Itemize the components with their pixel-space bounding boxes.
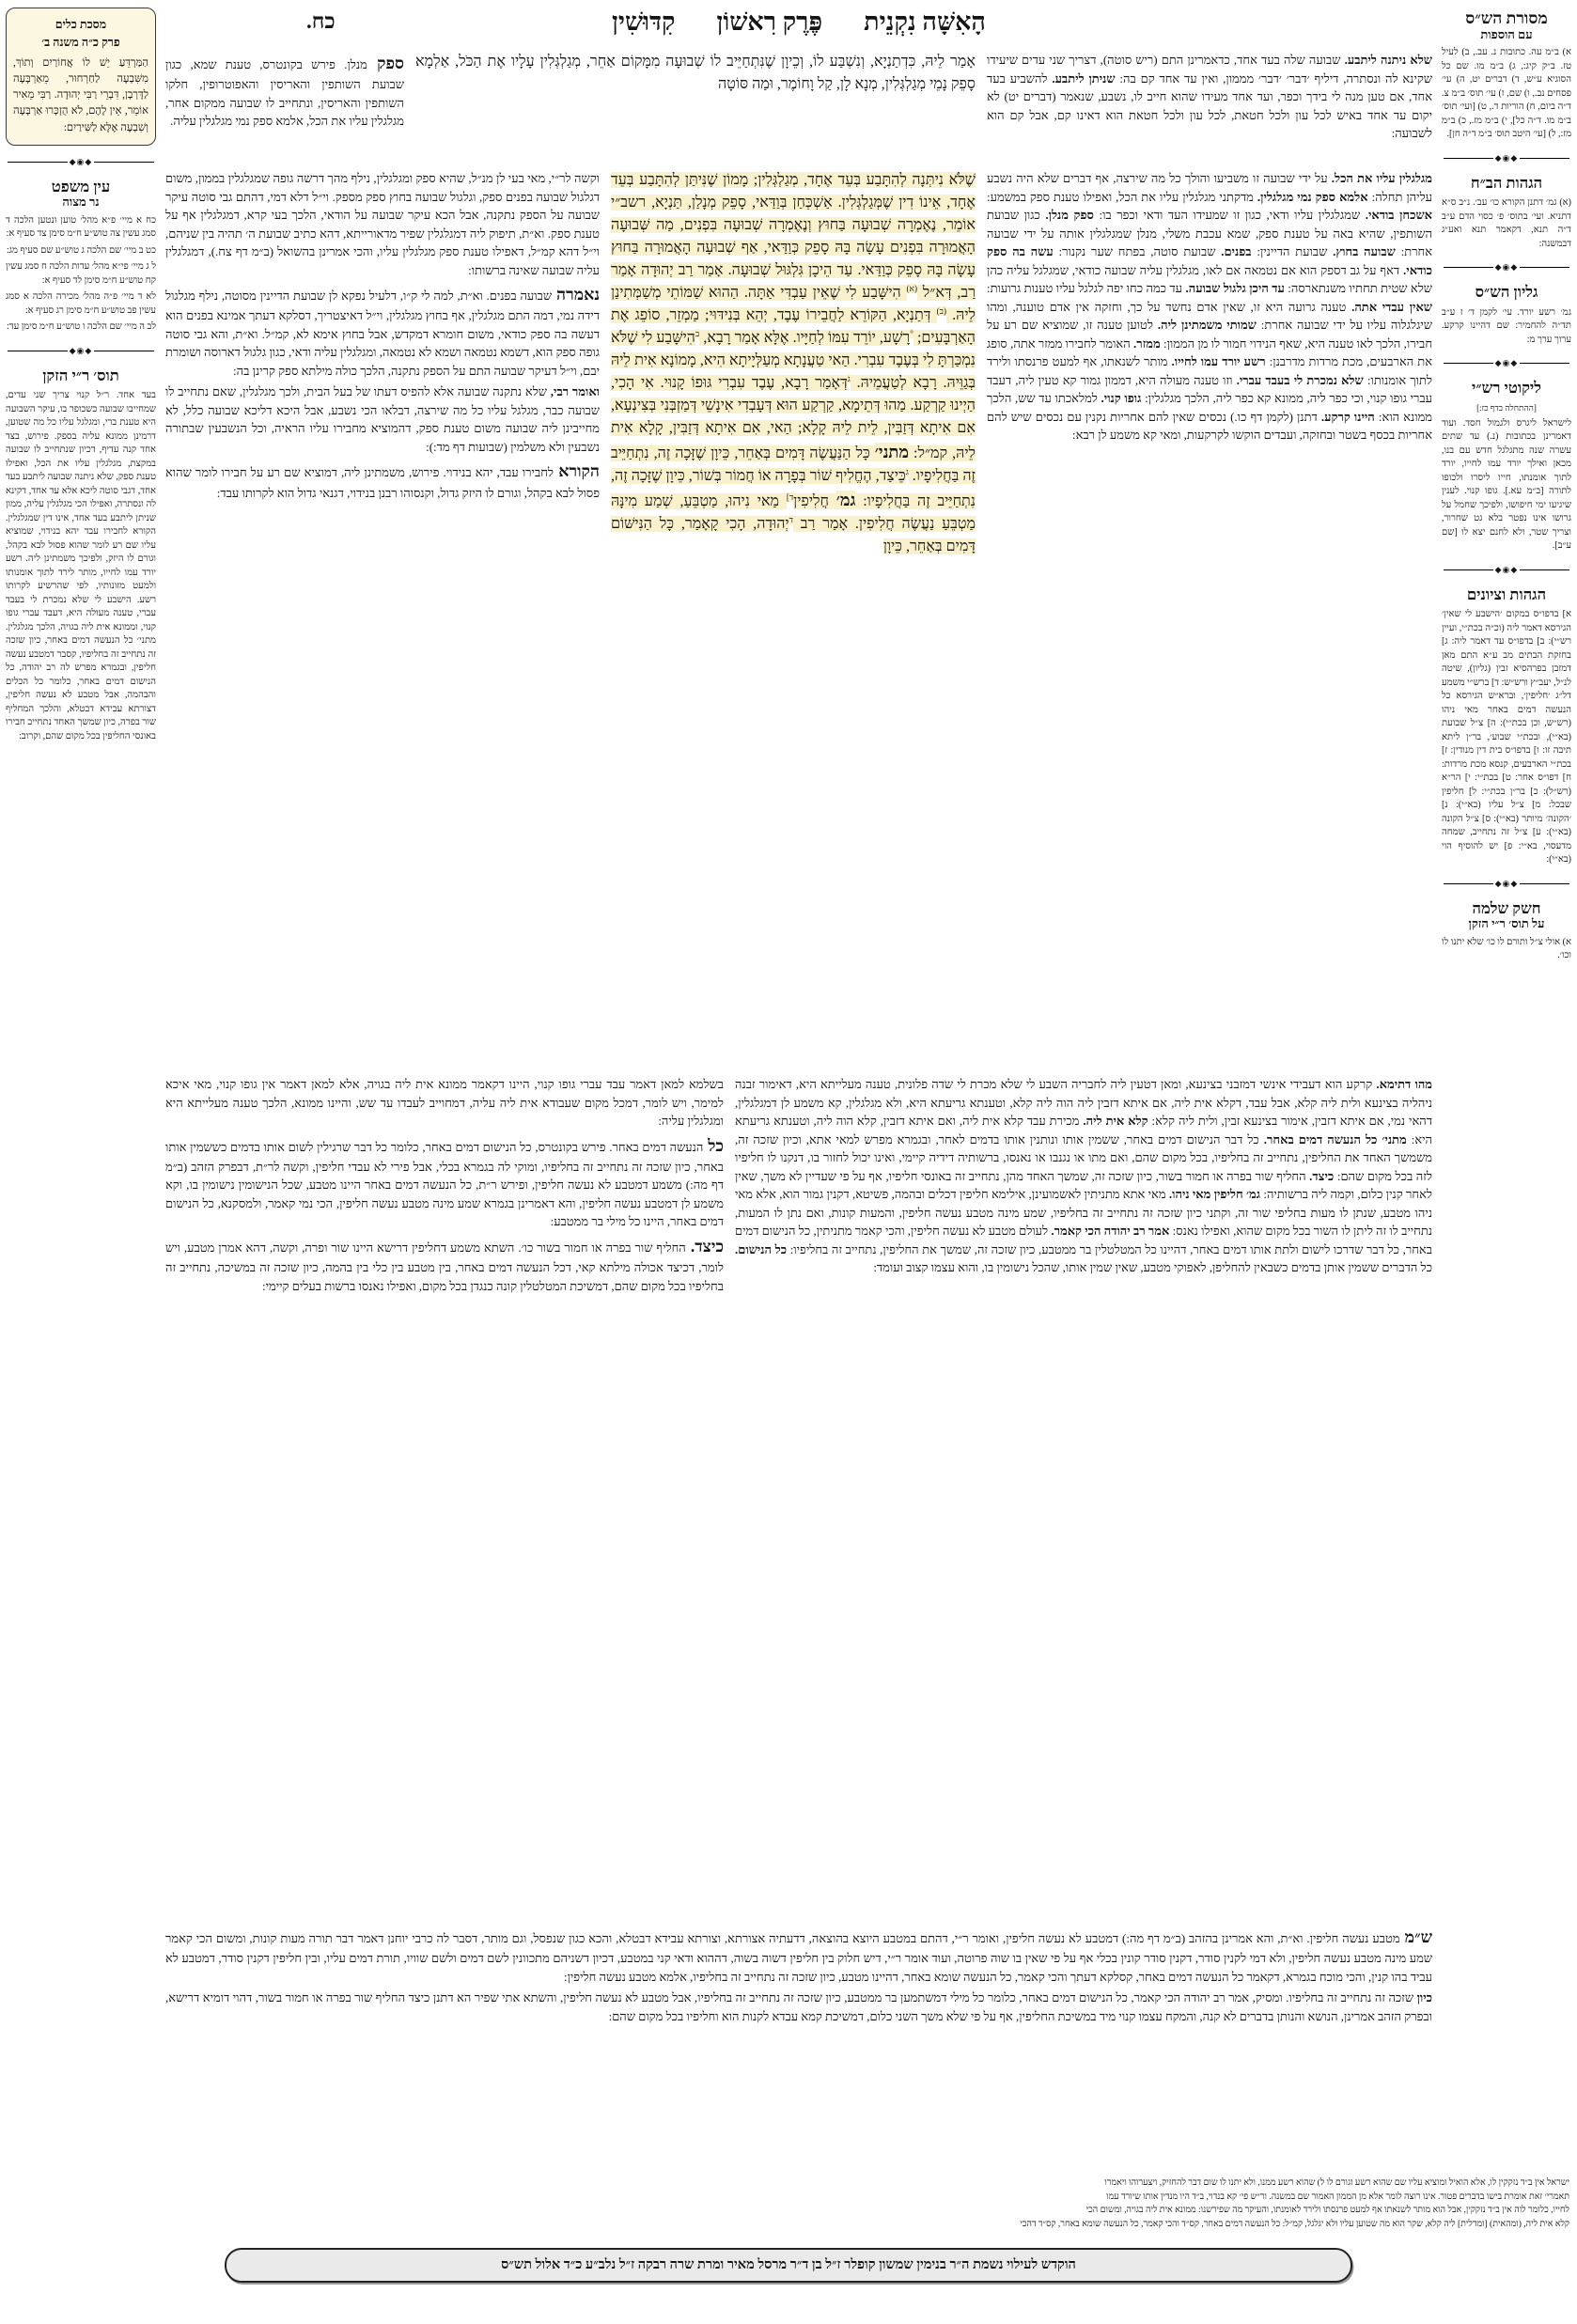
dibur-hamatchil: ממזר.: [1130, 335, 1161, 351]
commentary-paragraph: גופו קנוי. למלאכתו עד שש, הלכך ממונא הוא:: [987, 391, 1432, 424]
commentary-paragraph: נאמרה שבועה בפנים. וא״ת, למה לי ק״ו, דלעיל נפקא לן שבועת הדיינין מסוטה, נילף מגלגול דידה נמי, דמה התם מגלגלין, אף בחוץ מגלגלין, וי״ל דאיצטריך, דסלקא דעתך אמינא בפנים הוא דעשה בה ספק כודאי, משום חומרא דמקדש, אבל בחוץ אימא לא, קמ״ל. וא״ת, והא גבי סוטה גופה ספק הוא, דשמא נטמאה ושמא לא נטמאה, ומגלגלין עליה ודאי, כגון גלגול דארוסה ושומרת יבם, וי״ל דעיקר שבועה התם על הספק נתקנה, הלכך כולה מילתא ספק קרינן בה:: [165, 285, 600, 378]
hagahot-habach-text: (א) גמ׳ דתנן הקורא כו׳ עב׳. נ״ב ס״א דתניא. ועי׳ בתוס׳ פ׳ כסוי הדם ע״ב ד״ה תנא, דקאמר תנא ואע״ג דבמשנה:: [1442, 197, 1571, 249]
cheshek-shlomo-section: [1442, 900, 1571, 963]
commentary-paragraph: אמר רב יהודה הכי קאמר. לעולם מטבע לא נעשה חליפין, והכי קאמר מתניתין, כל הנישום דמים באחר, כל דבר שדרכו לישום ולתת אותו דמים באחר, דהיינו כל המטלטלין בר ממטבע, כיון שזכה זה, שמשך את החליפין, נתחייב זה בחליפיו:: [735, 1224, 1432, 1256]
commentary-paragraph: שלא נמכרת לי בעבד עברי. וזו טענה מעולה היא, דממון גמור קא טעין ליה, דעבד עברי גופו קנוי, וכי כפר ליה, ממונא קא כפר ליה, הלכך מגלגלין:: [987, 372, 1432, 405]
cheshek-shlomo-title-line1: חשק שלמה: [1472, 898, 1541, 917]
gemara-segment: כָּל הַנַּעֲשֶׂה דָּמִים בְּאַחֵר, כֵּיוָן שֶׁזָּכָה זֶה, נִתְחַיֵּיב זֶה בַּחֲלִיפָיו.: [611, 445, 976, 484]
text-line: תאמרי׳ זאת אומרת בישו בדברים פטור. אינו רוצה לומר אלא מן הממון האמור שם במשנה. ור״ש פי׳ קא בנדוי, ב״ד היו מנדין אותו שיורד עמו: [1106, 2191, 1569, 2202]
cheshek-shlomo-title: [1442, 900, 1571, 931]
commentary-paragraph: ספק מנלן. כגון שבועת השותפין, שהיא באה על טענת ספק, שמא עכבת משלי, מנלן שמגלגלין אותה על ידי שבועה אחרת:: [987, 208, 1432, 258]
dibur-hamatchil: אמר רב יהודה הכי קאמר.: [1048, 1224, 1170, 1238]
commentary-paragraph: ש״מ מטבע נעשה חליפין. וא״ת, והא אמרינן בהזהב (ב״מ דף מה:) דמטבע לא נעשה חליפין, ואומר ר״י, דהתם במטבע היוצא בהוצאה, דדעתיה אצורתא, וצורתא עבידא דבטלא, והכא כגון שנפסל, וגם מותר, דסבר לה כרבי יוחנן דאמר דבר תורה מעות קונות, ומשום הכי קאמר שמע מינה מטבע נעשה חליפין, ולא דמי לקנין סודר, דקנין סודר קונין בכלי אף על פי שאין בו שוה פרוטה, ועוד אומר ר״י, דיש חלוק בין חליפין דשוה בשוה, דההוא ודאי קני במטבע, דכיון דשניהם מתכוונין לשם דמים ולשם שוויו, תורת דמים עליו, ובין חליפין דקנין סודר, דמטבע לא עביד בהו קנין, והכי מוכח בגמרא, דקאמר כל הנעשה דמים באחר, קסלקא דעתך והכי קאמר, כל הנעשה שומא באחר, דהיינו מטבע, כיון שזכה זה נתחייב זה בחליפיו, אלמא מטבע נעשה חליפין:: [165, 1927, 1432, 1984]
dibur-hamatchil: שמותי משמתינן ליה.: [1153, 318, 1257, 332]
tosafot-bottom-wide: [165, 1925, 1432, 2171]
commentary-paragraph: כיצד. החליף שור בפרה או חמור בשור, כיון שזכה זה, שמשך האחד מהן, נתחייב זה באונסי חליפיו, אף על פי שעדיין לא משך, שאין לאחר קנין כלום, וקמה ליה ברשותיה:: [735, 1168, 1432, 1201]
dibur-hamatchil: קלא אית ליה.: [1079, 1114, 1148, 1128]
middle-band: [165, 169, 1432, 1069]
mishnah-box-text: הַמַּרְדֵּעַ יֵשׁ לוֹ אֲחוֹרַיִם וְתוֹךְ, מִשִּׁבְעָה לַחַרְחוּר, מֵאַרְבָּעָה לַדָּרְבָן, דִּבְרֵי רַבִּי יְהוּדָה. רַבִּי מֵאִיר אוֹמֵר, אֵין לָהֶם, לֹא הֻזְכְּרוּ אַרְבָּעָה וְשִׁבְעָה אֶלָּא לַשִּׁירַיִם:: [13, 56, 148, 133]
mesorat-hashas-section: [1442, 9, 1571, 142]
ein-mishpat-section: [6, 179, 156, 335]
ornament-icon: ◆◉◆: [1494, 878, 1519, 888]
commentary-paragraph: אשכחן בודאי. שמגלגלין עליו ודאי, כגון זו שמעידו העד ודאי וכפר בו:: [1099, 208, 1432, 222]
dibur-hamatchil: כיצד.: [1305, 1168, 1335, 1183]
divider-ornament: [1444, 357, 1569, 369]
page-body: [6, 8, 1571, 2171]
dibur-hamatchil: גופו קנוי.: [1097, 391, 1142, 405]
commentary-paragraph: שמותי משמתינן ליה. לטוען טענה זו, שמוציא שם רע על חבירו, הלכך לאו טענה היא, שאף הנידוי חמור לו מן הממון:: [987, 318, 1432, 351]
dibur-hamatchil: רשע יורד עמו לחייו.: [1167, 354, 1266, 368]
gilyon-hashas-title: [1442, 284, 1571, 301]
commentary-paragraph: היינו קרקע. דתנן (לקמן דף כו.) נכסים שאין להם אחריות נקנין עם נכסים שיש להם אחריות בכסף בשטר ובחזקה, ועבדים הוקשו לקרקעות, ומאי קא משמע לן רבא:: [987, 409, 1432, 442]
commentary-paragraph: הקורא לחבירו עבד, יהא בנידוי. פירוש, משמתינן ליה, דמוציא שם רע על חבירו לומר שהוא פסול לבא בקהל, וגורם לו היזק גדול, וקנסוהו רבנן בנידוי, דגנאי גדול הוא לקרותו עבד:: [165, 461, 600, 500]
rashi-column: [987, 169, 1432, 1069]
ornament-icon: ◆◉◆: [69, 156, 93, 166]
commentary-paragraph: מהו דתימא. קרקע הוא דעבידי אינשי דמזבני בצינעא, ומאן דטעין ליה לחבריה השבע לי שלא מכרת לי שדה פלונית, טענה מעלייתא היא, דאימור זבנה ניהליה בצינעא ולית ליה קלא, אבל עבד, דקלא אית ליה, אם איתא דזבין ליה הוה ליה קלא, וטענתא גריעתא היא, ולא מגלגלין, קא משמע לן דמגלגלין, דהאי נמי, אם איתא דזבין, אימור בצינעא זבין, ולית ליה קלא:: [735, 1077, 1432, 1128]
ein-mishpat-title: [6, 179, 156, 210]
dibur-hamatchil: ספק: [367, 54, 404, 72]
likutei-rashi-text: לישראל ליגרס ולגמול חסד. ועוד דאמרינן בכתובות (נ.) עד שתים עשרה שנה מתגלגל חדש עם בנו, מכאן ואילך יורד עמו לחייו, יורד לתוך אומנתו, חייו ליסרו ולכופו לתורה [ב״מ עא.]. גופו קנוי. לענין שיגיעו ימי חיפושו, ולפיכך שחמל על גרושו אינו נפטר בלא גט שחרור, וצריך שטר, ולא לחנם יצא לו [שם ע״ב].: [1442, 417, 1571, 552]
text-line: לחייו, כלומר לוה אין ב״ד נזקקין, אבל הוא מותר לשנאתו אף למעט פרנסתו ולירד לאומנתו, והעיקר מה שפירשנו: ממונא אית ליה בגויה, ומשום הכי: [1085, 2206, 1569, 2216]
commentary-paragraph: מגלגלין עליו את הכל. על ידי שבועה זו משביעו והולך כל מה שירצה, אף דברים שלא היה נשבע עליהן תחלה:: [987, 171, 1432, 204]
dibur-hamatchil: נאמרה: [552, 285, 600, 304]
commentary-paragraph: וקשה לר״י, מאי בעי לן מנ״ל, שהיא ספק ומגלגלין, נילף מהך דרשה גופה שמגלגלין בממון, משום דגלגול שבועה בפנים ספק, וגלגול שבועה בחוץ ספק מספק. וי״ל דלא דמי, דהתם גבי סוטה עיקר שבועה על הספק נתקנה, אבל הכא עיקר שבועה על הודאי, הלכך בעי קרא, דמגלגלין אף על טענת ספק. וא״ת, תיפוק ליה דמגלגלין שפיר מדאורייתא, דהא כתיב שבועת ה׳ תהיה בין שניהם, וי״ל דהא קמ״ל, דאפילו טענת ספק מגלגלין עליו, והכי אמרינן בהשואל (ב״מ דף צח.), דמגלגלין עליה שבועה שאינה ברשותו:: [165, 171, 600, 277]
commentary-paragraph: ממזר. האומר לחבירו ממזר אתה, סופג את הארבעים, מכת מרדות מדרבנן:: [987, 335, 1432, 368]
daf-number: כח.: [306, 9, 336, 33]
hagahot-vetziyunim-text: א] בדפו״ס במקום ׳הישבע לי שאין׳ הגירסא דאמר ליה (וכ״ה בכת״י, ועיין רש״י): ב] בדפו״ס עד דאמר ליה: ג] בחזקת הבתים מב ע״א התם מאן דמזבן בפרהסיא זבין (גליון), שיטה לנ״ל, יעב״ץ ורש״ש: ד] ברש״י משמע דל״ג ׳חליפין׳, וברא״ש הגירסא כל הנעשה דמים באחר מאי ניהו (רש״ש, וכן בכת״י): ה] צ״ל שבועת (בא״י), ובכת״י שבוע׳, בר״ן ליתא תיבה זו: ו] בדפו״ס בית דין מנודין: ז] בכת״י הארבעים, קנסא מכת מרדות: ח] דפו״ס אחר: ט] בכת״י: י] הר״א (רש״ל): כ] בר״ן בכת״י: ל] חליפין שבכל: מ] צ״ל עליו (בא״י): נ] ׳הקונה׳ מיותר (בא״י): ס] צ״ל הקונה (בא״י): ע] צ״ל זה נתחייב, שמחה מדעסוי, בא״י: פ] יש להוסיף הוי (בא״י):: [1442, 609, 1571, 866]
tosafot-ri-hazaken-title: [6, 367, 156, 384]
tosafot-column-top: [165, 51, 404, 164]
dibur-hamatchil: שבועה בחוץ.: [1327, 244, 1396, 258]
mesorat-hashas-title: [1442, 9, 1571, 41]
bottom-wide-band: [165, 1925, 1432, 2171]
hagahot-vetziyunim-section: [1442, 586, 1571, 867]
dibur-hamatchil: ספק מנלן.: [1039, 208, 1094, 222]
commentary-paragraph: עד היכן גלגול שבועה. עד כמה כחו יפה לגלגל עליו טענות גרועות:: [987, 281, 1285, 295]
perek-number: פֶּרֶק רִאשׁוֹן: [716, 8, 823, 36]
ornament-icon: ◆◉◆: [69, 345, 93, 355]
divider-ornament: [1444, 261, 1569, 273]
gemara-bold-word: גמ׳: [835, 491, 856, 509]
dibur-hamatchil: כל: [703, 1135, 724, 1155]
gilyon-hashas-title-text: גליון הש״ס: [1475, 283, 1538, 302]
gemara-segment: יְהוּדָה, הָכִי קָאָמַר, כָּל הַנִּישּׁוֹם דָּמִים בְּאַחֵר, כֵּיוָן: [611, 516, 976, 554]
dibur-hamatchil: מגלגלין עליו את הכל.: [1327, 171, 1432, 185]
text-line: כט ב מיי׳ שם הלכה ג טוש״ע שם סעיף מג:: [6, 244, 156, 256]
dibur-hamatchil: מתני׳ כל הנעשה דמים באחר.: [1258, 1131, 1407, 1146]
reference-mark: ב: [695, 328, 700, 338]
outer-margin-left: [6, 8, 156, 2171]
masechet-name: קִדּוּשִׁין: [612, 8, 676, 36]
gemara-segment: אָמַר לֵיהּ, כִּדְתַנְיָא, וְנִשְׁבַּע לוֹ, וְכֵיוָן שֶׁנִּתְחַיֵּיב לוֹ שְׁבוּעָה מִמָּקוֹם אַחֵר, מְגַלְגְּלִין עָלָיו אֶת הַכֹּל, אַלְמָא סָפֵק נָמֵי מְגַלְגְּלִין, מְנָא לָן, קַל וָחוֹמֶר, וּמַה סּוֹטָה: [415, 54, 976, 92]
commentary-paragraph: כיון שזכה זה נתחייב זה בחליפיו. ומסיק, אמר רב יהודה הכי קאמר, כל הנישום דמים באחר, כלומר כל מילי דמשתמען בר ממטבע, כיון שזכה זה נתחייב זה בחליפיו, אבל מטבע לא נעשה חליפין, והשתא אתי שפיר הא דתנן כיצד החליף שור בפרה או חמור בשור, דהוי דומיא דרישא, ובפרק הזהב אמרינן, הנושא והנותן בדברים לא קנה, והמקח עצמו קנוי מיד במשיכת החליפין, אף על פי שלא משך השני כלום, דמשיכת קמא עבדא לקנות הוא וחליפיו בכל מקום שהם:: [165, 1990, 1432, 2023]
reference-mark: (א): [906, 283, 917, 293]
dibur-hamatchil: אלמא ספק נמי מגלגלין.: [1253, 189, 1368, 204]
hagahot-habach-title-text: הגהות הב״ח: [1470, 173, 1543, 192]
outer-margin-right: [1442, 8, 1571, 2171]
divider-ornament: [8, 345, 154, 357]
gemara-segment: מַאי נִיהוּ, מַטְבֵּעַ, שְׁמַע מִינָּהּ מַטְבֵּעַ נַעֲשֶׂה חֲלִיפִין. אָמַר רַב: [611, 493, 976, 532]
commentary-paragraph: כיצד. החליף שור בפרה או חמור בשור כו׳. השתא משמע דחליפין דרישא היינו שור ופרה, וקשה, דהא אמרן מטבע, ויש לומר, דכיצד אכולה מילתא קאי, דכל הנעשה דמים באחר, בין מטבע בין כלי בין בהמה, כיון שזכה זה במשיכה, נתחייב זה בחליפיו בכל מקום שהם, דמשיכת המטלטלין קונה כנגדן בכל מקום, ואפילו נאנסו ברשות בעלים קיימי:: [165, 1236, 724, 1293]
likutei-rashi-title-text: ליקוטי רש״י: [1472, 379, 1541, 398]
dibur-hamatchil: מהו דתימא.: [1372, 1077, 1432, 1091]
likutei-rashi-subtitle: [ההתחלה בדף כז:]: [1476, 402, 1537, 413]
hagahot-vetziyunim-title-text: הגהות וציונים: [1466, 585, 1547, 603]
reference-mark: (ב): [936, 305, 946, 316]
bottom-notes: [6, 2171, 1571, 2244]
reference-mark: ג: [847, 373, 851, 383]
cheshek-shlomo-text: א) אולי צ״ל ותורם לו כו׳ שלא יתנו לו וכו׳.: [1442, 936, 1571, 961]
gemara-segment: חֲלִיפִין: [793, 493, 836, 509]
commentary-paragraph: רשע יורד עמו לחייו. מותר לשנאתו, אף למעט פרנסתו ולירד לתוך אומנותו:: [987, 354, 1432, 387]
tosafot-ri-hazaken-title-text: תוס׳ ר״י הזקן: [42, 366, 119, 384]
cheshek-shlomo-title-line2: על תוס׳ ר״י הזקן: [1468, 916, 1545, 931]
mishnah-reference-box: [6, 8, 156, 146]
lower-band: [165, 1075, 1432, 1919]
rashi-column-lower: [735, 1075, 1432, 1919]
dibur-hamatchil: גמ׳ חליפין מאי ניהו.: [1165, 1187, 1260, 1201]
ornament-icon: ◆◉◆: [1494, 564, 1519, 574]
mesorat-title-line1: מסורת הש״ס: [1465, 8, 1548, 27]
dibur-hamatchil: כיצד.: [685, 1236, 724, 1256]
divider-ornament: [1444, 152, 1569, 164]
dibur-hamatchil: ש״מ: [1399, 1927, 1432, 1946]
commentary-paragraph: ספק מנלן. פירש בקונטרס, טענת שמא, כגון שבועת השותפין והאריסין והאפוטרופין, חלקו השותפין והאריסין, ונתחייב לו שבועה ממקום אחר, מגלגלין עליו את הכל, אלמא ספק נמי מגלגלין עליה.: [165, 54, 404, 129]
tosafot-ri-hazaken-section: [6, 367, 156, 743]
commentary-paragraph: כל הנישום. כל הדברים ששמין אותן בדמים כשבאין להחליפן, לאפוקי מטבע, שאין שמין אותו, שהכל נישומין בו, והוא עצמו קצוב ועומד:: [735, 1241, 1432, 1274]
mesorat-hashas-text: א) ב״מ עה. כתובות נ. עב., ב) לעיל טז. ב״ק קיג:, ג) ב״מ מו. שם כל הסוגיא ע״ש, ד) דברים יט, ה) עי׳ פסחים נב., ו) שם, ז) עי׳ תוס׳ ב״מ צ. ד״ה ביום, ח) הוריות ד., ט) [ועי׳ תוס׳ ב״מ מו. ד״ה כל], י) ב״מ מז., כ) ב״מ מז:, ל) [עי׳ היטב תוס׳ ב״מ ד״ה חן].: [1442, 47, 1571, 140]
ornament-icon: ◆◉◆: [1494, 152, 1519, 163]
dibur-hamatchil: עשה בה ספק כודאי.: [987, 244, 1432, 277]
gemara-segment: הִישָּׁבַע לִי שֶׁלֹּא נִמְכַּרְתָּ לִי בְּעֶבֶד עִבְרִי. הַאי טַעֲנָתָא מְעַלְּיָיתָא הִיא, מָמוֹנָא אִית לֵיהּ בְּגַוֵּיהּ. רָבָא לְטַעֲמֵיהּ.: [611, 330, 976, 391]
commentary-paragraph: כל הנעשה דמים באחר. פירש בקונטרס, כל הנישום דמים באחר, כלומר כל דבר שרגילין לשום אותו בדמים כששמין אותו באחר, כיון שזכה זה נתחייב זה בחליפיו, ומוקי לה בגמרא בכלי, אבל פירי לא עבדי חליפין, וקשה לר״ת, דבפרק הזהב (ב״מ דף מה:) משמע דמטבע לא נעשה חליפין, ופירש ר״ת, כל הנעשה דמים באחר היינו מטבע, שכל הנישומין נישומין בו, וקא משמע לן דמטבע נעשה חליפין, והא דאמרינן בגמרא שמע מינה מטבע נעשה חליפין, הכי נמי קאמר, ולמסקנא, כל הנישום דמים באחר, היינו כל מילי בר ממטבע:: [165, 1135, 724, 1229]
top-band: [165, 51, 1432, 164]
gemara-segment: רָשָׁע, יוֹרֵד עִמּוֹ לְחַיָּיו. אֶלָּא אָמַר רָבָא,: [699, 330, 911, 346]
text-line: לא ד מיי׳ פ״ה מהל׳ מכירה הלכה א סמג עשין פב טוש״ע ח״מ סימן רג סעיף א:: [6, 291, 156, 316]
dibur-hamatchil: שניתן ליתבע.: [1047, 70, 1116, 86]
gilyon-hashas-text: גמ׳ רשע יורד. עי׳ לקמן ד׳ ז ע״ב תד״ה להחמיר: שם דהיינו קרקע. ערוך ערך מ:: [1442, 306, 1571, 345]
gemara-segment: כֵּיצַד, הֶחֱלִיף שׁוֹר בְּפָרָה אוֹ חֲמוֹר בְּשׁוֹר, כֵּיוָן שֶׁזָּכָה זֶה, נִתְחַיֵּיב זֶה בַּחֲלִיפָיו:: [611, 468, 976, 509]
dibur-hamatchil: הקורא: [554, 461, 600, 481]
commentary-paragraph: מתני׳ כל הנעשה דמים באחר. כל דבר הנישום דמים באחר, ששמין אותו ונותנין אותו בדמים לאחר, ובגמרא מפרש למאי אתא, וכיון שזכה זה, משמשך האחד את החליפין, נתחייב זה בחליפיו, בכל מקום שהם, ואם מתו או נגנבו או נאנסו, ברשותיה דידיה קיימי, ואינו יכול לחזור בו, דנקנו לו חליפיו לזה בכל מקום שהם:: [735, 1131, 1432, 1183]
dibur-hamatchil: אשכחן בודאי.: [1360, 208, 1432, 222]
mesorat-title-line2: עם הוספות: [1480, 26, 1533, 41]
text-line: ישראל אין ב״ד נזקקין לו, אלא הואיל ומוציא עליו שם שהוא רשע וגורם לו ל) שהוא רשע ממנו, ולא יתנו לו שום דבר להחזיק, ויצערוהו ויאמרו: [1104, 2178, 1569, 2188]
rashi-column-top: [987, 51, 1432, 164]
gemara-segment: דְּתַנְיָא, הַקּוֹרֵא לַחֲבֵירוֹ עֶבֶד, יְהֵא בְּנִידּוּי; מַמְזֵר, סוֹפֵג אֶת הָאַרְבָּעִים;: [611, 307, 976, 346]
text-line: ל ג מיי׳ פי״א מהל׳ עדות הלכה ח סמג עשין קח טוש״ע ח״מ סימן לד סעיף א:: [6, 261, 156, 286]
reference-mark: ד: [788, 514, 793, 524]
commentary-paragraph: שאין עבדי אתה. טענה גרועה היא זו, שאין אדם נחשד על כך, וחזקה אין אדם טוענה, ומהו שיגלגלוה עליו על ידי שבועה אחרת:: [987, 299, 1432, 332]
dibur-hamatchil: עד היכן גלגול שבועה.: [1182, 281, 1285, 295]
hagahot-habach-title: [1442, 175, 1571, 192]
dedication-row: [6, 2244, 1571, 2283]
dibur-hamatchil: ואומר רבי,: [547, 384, 600, 399]
commentary-paragraph: בפנים. שבועת סוטה, בפתח שער נקנור:: [1058, 244, 1252, 258]
gemara-segment: הִישָּׁבַע לִי שֶׁאֵין עַבְדִּי אַתָּה. הַהוּא שַׁמּוֹתֵי מְשַׁמְּתִינַן לֵיהּ.: [611, 285, 976, 323]
mishnah-box-title-line1: מסכת כלים: [55, 18, 107, 31]
reference-mark: ד]: [786, 491, 794, 502]
perek-name: הָאִשָּׁה נִקְנֵית: [864, 8, 986, 36]
gemara-column-top: [415, 51, 976, 164]
gilyon-hashas-section: [1442, 284, 1571, 347]
dibur-hamatchil: בפנים.: [1215, 244, 1252, 258]
divider-ornament: [1444, 878, 1569, 890]
commentary-paragraph: גמ׳ חליפין מאי ניהו. מאי אתא מתניתין לאשמועינן, אילימא חליפין דכלים ובהמה, פשיטא, דקנין גמור הוא, אלא מאי ניהו מטבע, שנתן לו מעות בחליפי שור זה, וקתני כיון שזכה זה נתחייב זה בחליפיו, שמע מינה מטבע נעשה חליפין, והמעות קונות, ואם נתן לו המעות, נתחייב לו זה ליתן לו השור בכל מקום שהוא, ואפילו נאנס:: [735, 1187, 1432, 1238]
reference-mark: °: [910, 328, 913, 338]
ein-mishpat-entries: [6, 214, 156, 335]
commentary-paragraph: אלמא ספק נמי מגלגלין. מדקתני מגלגלין עליו את הכל, ואפילו טענת ספק במשמע:: [987, 189, 1368, 204]
dibur-hamatchil: היינו קרקע.: [1317, 409, 1375, 424]
gemara-column-highlighted: [611, 169, 976, 1069]
dibur-hamatchil: כל הנישום.: [735, 1241, 788, 1256]
ornament-icon: ◆◉◆: [1494, 358, 1519, 368]
mishnah-box-title-line2: פרק כ״ה משנה ב׳: [41, 35, 120, 49]
commentary-paragraph: קלא אית ליה. מכירת עבד קלא אית ליה, ואם איתא דזבין, קלא הוה ליה, וטענתא גריעתא היא:: [735, 1114, 1432, 1146]
ein-mishpat-title-line1: עין משפט: [51, 177, 111, 195]
tosafot-column: [165, 169, 600, 1069]
daf-center-area: [165, 8, 1432, 2171]
tosafot-column-lower: [165, 1075, 724, 1919]
commentary-paragraph: שבועה בחוץ. שבועת הדיינין:: [1257, 244, 1396, 258]
gemara-segment: שֶׁלֹּא נִיתְּנָה לְהִתָּבַע בְּעֵד אֶחָד, מְגַלְגְּלִין; מָמוֹן שֶׁנִּיתַּן לְהִתָּבַע בְּעֵד אֶחָד, אֵינוֹ דִין שֶׁמְּגַלְגְּלִין. אַשְׁכְּחַן בְּוַדַּאי, סָפֵק מְנָלַן, תַּנְיָא, רשב״י אוֹמֵר, נֶאֶמְרָה שְׁבוּעָה בַּחוּץ וְנֶאֶמְרָה שְׁבוּעָה בִּפְנִים, מַה שְּׁבוּעָה הָאֲמוּרָה בִּפְנִים עָשָׂה בָּהּ סָפֵק כְּוַדַּאי, אַף שְׁבוּעָה הָאֲמוּרָה בַּחוּץ עָשָׂה בָּהּ סָפֵק כְּוַדַּאי. עַד הֵיכָן גִּלְגּוּל שְׁבוּעָה. אָמַר רַב יְהוּדָה אָמַר רַב, דְּא״ל: [611, 172, 976, 301]
commentary-paragraph: שלא ניתנה ליתבע. שבועה שלה בעד אחד, כדאמרינן התם (ריש סוטה), דצריך שני עדים שיעידו שקינא לה ונסתרה, דיליף ׳דבר׳ ׳דבר׳ מממון, ואין עד אחד קם בה:: [987, 53, 1432, 86]
commentary-paragraph: בשלמא למאן דאמר עבד עברי גופו קנוי, היינו דקאמר ממונא אית ליה בגויה, אלא למאן דאמר אין גופו קנוי, מאי איכא למימר, ויש לומר, דמכל מקום שעבודא אית ליה עליה, דמחוייב לעבדו עד שש, והיינו ממונא, הלכך טענה מעלייתא היא ומגלגלין עליה:: [165, 1077, 724, 1128]
dibur-hamatchil: שאין עבדי אתה.: [1346, 299, 1432, 314]
commentary-paragraph: ואומר רבי, שלא נתקנה שבועה אלא להפיס דעתו של בעל הבית, ולכך מגלגלין, שאם נתחייב לו שבועה כבר, מגלגל עליו כל מה שירצה, דבלאו הכי נשבע, אבל היכא דליכא שבועה כלל, לא מחייבינן ליה שבועה משום טענת ספק, דהמוציא מחבירו עליו הראיה, וכל הנשבעין שבתורה נשבעין ולא משלמין (שבועות דף מד:):: [165, 384, 600, 454]
hagahot-habach-section: [1442, 175, 1571, 251]
commentary-paragraph: שניתן ליתבע. להשביע בעד אחד, אם טען מנה לי בידך וכפר, ועד אחד מעידו שהוא חייב לו, נשבע, שנאמר (דברים יט) לא יקום עד אחד באיש לכל עון ולכל חטאת, לכל עון ולכל חטאת הוא דאינו קם, אבל קם הוא לשבועה:: [987, 70, 1432, 140]
dibur-hamatchil: שלא נמכרת לי בעבד עברי.: [1232, 372, 1364, 387]
hagahot-vetziyunim-title: [1442, 586, 1571, 603]
text-line: כח א מיי׳ פ״א מהל׳ טוען ונטען הלכה ד סמג עשין צה טוש״ע ח״מ סימן צד סעיף א:: [6, 214, 156, 240]
page-title: [165, 8, 1432, 37]
likutei-rashi-title: [1442, 380, 1571, 397]
likutei-rashi-section: [1442, 380, 1571, 554]
gemara-bold-word: מתני׳: [874, 443, 909, 461]
divider-ornament: [8, 156, 154, 168]
page-header: [165, 8, 1432, 45]
dedication-box: הוקדש לעילוי נשמת ה״ר בנימין שמשון קופלר ז״ל בן ד״ר מרסל מאיר ומרת שרה רבקה ז״ל נלב״ע כ״ד אלול תש״ס: [225, 2248, 1352, 2283]
text-line: קלא אית ליה, (ומהאית) [ומדלית] ליה קלא, שקר הוא מה שטוען עליו ולא יגלגל, קמ״ל: כל הנעשה דמים באחר, קס״ד והכי קאמר, כל הנעשה שומא באחר, קס״ד דהכי: [1020, 2220, 1569, 2230]
dibur-hamatchil: שלא ניתנה ליתבע.: [1340, 53, 1432, 67]
tosafot-ri-hazaken-text: בעד אחד. ר״ל קנוי צריך שני עדים, שמחייבו שבועה כשכופר בו, עיקר השבועה היא טענת ברי, ומגלגל עליו כל מה שטוען, דרמינן ממונא עליה בספק. פירוש, בצד אחד קנה עדיף, דכיון שנתחייב לו שבועה במקצת, מגלגלין עליו את הכל, ואפילו טענת ספק, שלא ניתנה שבועה ליתבע בעד אחד, דגבי סוטה ליכא אלא עד אחד, דקינא לה ונסתרה, ואפילו הכי מגלגלין עליה, ממון שניתן ליתבע בעד אחד, אינו דין שמגלגלין. הקורא לחבירו עבד יהא בנידוי, שמוציא עליו שם רע לומר שהוא פסול לבא בקהל, וגורם לו היזק, ולפיכך משמתינן ליה. רשע יורד עמו לחייו, מותר לירד לתוך אומנותו ולמעט מזונותיו, לפי שהרשיע לקרותו רשע. הישבע לי שלא נמכרת לי בעבד עברי, טענה מעולה היא, דעבד עברי גופו קנוי, וממונא אית ליה בגויה, הלכך מגלגלין. מתני׳ כל הנעשה דמים באחר, כיון שזכה זה נתחייב זה בחליפיו, קסבר דמטבע נעשה חליפין, ובגמרא מפרש לה רב יהודה, כל הנישום דמים באחר, כלומר כל הכלים והבהמה, אבל מטבע לא נעשה חליפין, דצורתא עבידא דבטלא, והלכך המחליף שור בפרה, כיון שמשך האחד נתחייב חבירו באונסי החליפין בכל מקום שהם, וקרוב:: [6, 390, 156, 741]
reference-mark: ג: [905, 466, 909, 476]
ornament-icon: ◆◉◆: [1494, 262, 1519, 273]
text-line: לב ה מיי׳ שם הלכה ו טוש״ע ח״מ סימן עד:: [7, 321, 156, 333]
ein-mishpat-title-line2: נר מצוה: [62, 195, 100, 210]
commentary-paragraph: עשה בה ספק כודאי. דאף על גב דספק הוא אם נטמאה אם לאו, מגלגלין עליה שבועה כודאי, שמגלגל עליה כהן שלא שטית תחתיו משנתארסה:: [987, 244, 1432, 295]
dibur-hamatchil: כיון: [1413, 1990, 1432, 2005]
divider-ornament: [1444, 564, 1569, 576]
gemara-segment: דְּאָמַר רָבָא, עֶבֶד עִבְרִי גּוּפוֹ קָנוּי. אִי הָכִי, הַיְינוּ קַרְקַע. מַהוּ דְּתֵימָא, קַרְקַע הוּא דְּעָבְדִי אִינָשֵׁי דְּמַזְבְּנִי בְּצִינְעָא, אִם אִיתָא דְּזַבִּין, לֵית לֵיהּ קָלָא; הַאי, אִם אִיתָא דְּזַבִּין, קָלָא אִית לֵיהּ, קמ״ל:: [611, 375, 976, 461]
